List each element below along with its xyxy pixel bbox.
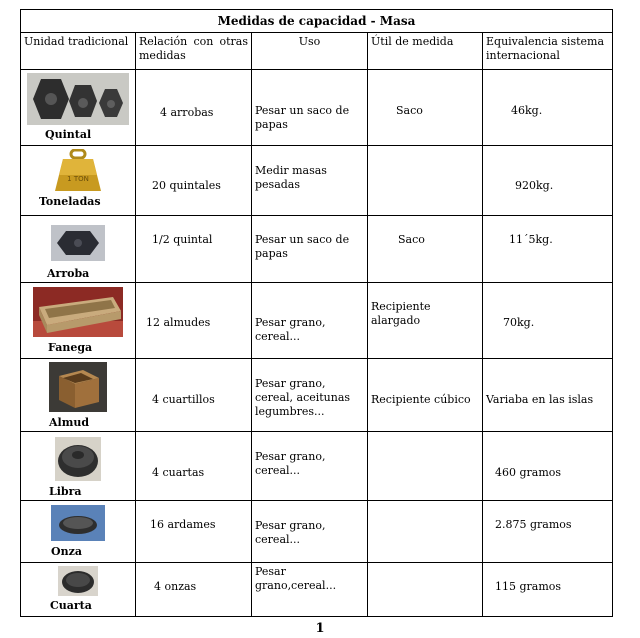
unit-cell	[21, 501, 136, 563]
relation-cell: 4 cuartillos	[136, 359, 252, 432]
table-row	[21, 563, 613, 617]
relation-cell: 16 ardames	[136, 501, 252, 563]
use-cell: Pesar grano, cereal...	[252, 432, 368, 501]
table-row	[21, 432, 613, 501]
unit-cell	[21, 283, 136, 359]
table-title: Medidas de capacidad - Masa	[21, 10, 613, 33]
libra-weight-image	[55, 437, 101, 481]
table-row	[21, 359, 613, 432]
table-row	[21, 70, 613, 146]
use-cell: Pesar grano,cereal...	[252, 563, 368, 617]
tool-cell: Saco	[368, 70, 483, 146]
svg-text:1 TON: 1 TON	[67, 175, 89, 183]
header-use: Uso	[252, 33, 368, 70]
fanega-box-image	[33, 287, 123, 337]
header-tool: Útil de medida	[368, 33, 483, 70]
relation-cell: 20 quintales	[136, 146, 252, 216]
equivalence-cell: 46kg.	[483, 70, 613, 146]
unit-name: Toneladas	[39, 195, 101, 208]
header-relation: Relación con otras medidas	[136, 33, 252, 70]
ton-weight-image	[53, 149, 103, 193]
use-cell: Pesar grano, cereal...	[252, 501, 368, 563]
unit-name: Cuarta	[50, 599, 92, 612]
tool-cell: Recipiente cúbico	[368, 359, 483, 432]
tool-cell	[368, 432, 483, 501]
unit-cell	[21, 146, 136, 216]
equivalence-cell: 2.875 gramos	[483, 501, 613, 563]
almud-box-image	[49, 362, 107, 412]
relation-cell: 4 arrobas	[136, 70, 252, 146]
equivalence-cell: Variaba en las islas	[483, 359, 613, 432]
use-cell: Pesar grano, cereal, aceitunas legumbres...	[252, 359, 368, 432]
cuarta-weight-image	[58, 566, 98, 596]
unit-cell	[21, 216, 136, 283]
relation-cell: 12 almudes	[136, 283, 252, 359]
onza-weight-image	[51, 505, 105, 541]
unit-name: Fanega	[48, 341, 93, 354]
unit-cell	[21, 432, 136, 501]
arroba-weight-image	[51, 225, 105, 261]
relation-cell: 4 cuartas	[136, 432, 252, 501]
equivalence-cell: 460 gramos	[483, 432, 613, 501]
unit-name: Almud	[49, 416, 90, 429]
unit-cell	[21, 563, 136, 617]
capacity-mass-table	[20, 9, 613, 617]
unit-name: Quintal	[45, 128, 92, 141]
table-row	[21, 216, 613, 283]
use-cell: Medir masas pesadas	[252, 146, 368, 216]
unit-cell	[21, 70, 136, 146]
tool-cell: Recipiente alargado	[368, 283, 483, 359]
unit-name: Arroba	[47, 267, 90, 280]
relation-cell: 1/2 quintal	[136, 216, 252, 283]
page-number: 1	[315, 621, 325, 636]
unit-name: Libra	[49, 485, 82, 498]
table-row	[21, 283, 613, 359]
use-cell: Pesar un saco de papas	[252, 216, 368, 283]
relation-cell: 4 onzas	[136, 563, 252, 617]
tool-cell	[368, 146, 483, 216]
table-row	[21, 146, 613, 216]
table-row	[21, 501, 613, 563]
header-equivalence: Equivalencia sistema internacional	[483, 33, 613, 70]
tool-cell	[368, 563, 483, 617]
tool-cell: Saco	[368, 216, 483, 283]
quintal-weights-image	[27, 73, 129, 125]
use-cell: Pesar grano, cereal...	[252, 283, 368, 359]
header-unit: Unidad tradicional	[21, 33, 136, 70]
equivalence-cell: 11´5kg.	[483, 216, 613, 283]
equivalence-cell: 115 gramos	[483, 563, 613, 617]
tool-cell	[368, 501, 483, 563]
equivalence-cell: 70kg.	[483, 283, 613, 359]
use-cell: Pesar un saco de papas	[252, 70, 368, 146]
unit-name: Onza	[51, 545, 82, 558]
equivalence-cell: 920kg.	[483, 146, 613, 216]
unit-cell	[21, 359, 136, 432]
